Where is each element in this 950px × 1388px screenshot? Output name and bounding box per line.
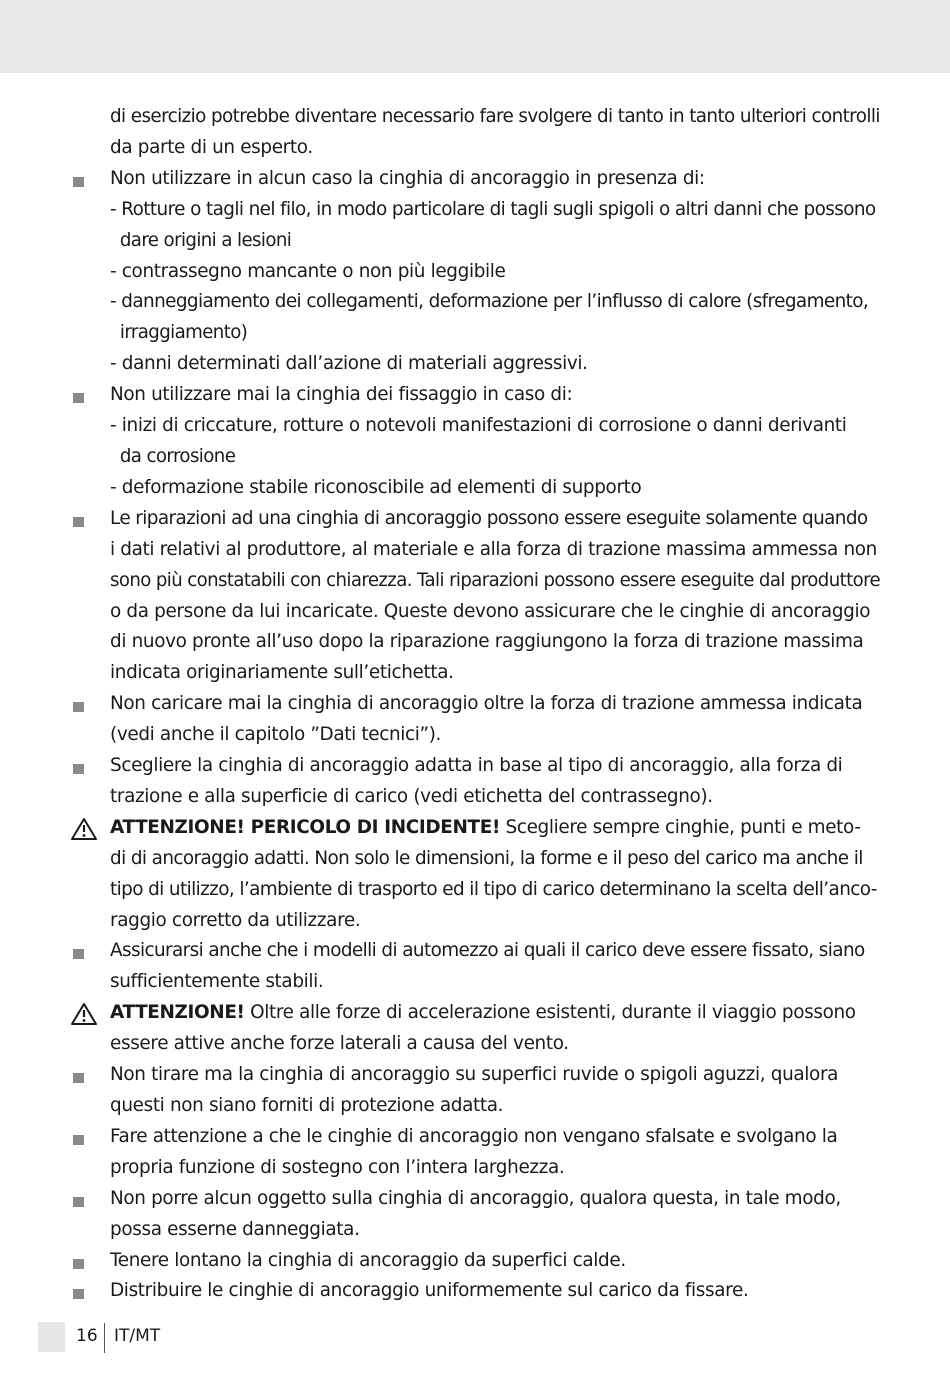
- text-line: [110, 318, 870, 349]
- text-line: [110, 1091, 880, 1122]
- text-line: [110, 1184, 880, 1215]
- text-line: [110, 473, 880, 504]
- text-line: [110, 195, 880, 226]
- bullet-square-icon: [73, 1197, 84, 1207]
- line-text: Non porre alcun oggetto sulla cinghia di ancoraggio, qualora questa, in tale modo,: [110, 1187, 841, 1209]
- line-text: Fare attenzione a che le cinghie di ancoraggio non vengano sfalsate e svolgano la: [110, 1125, 838, 1147]
- text-line: [110, 1060, 880, 1091]
- footer-divider: [104, 1323, 105, 1353]
- text-line: [110, 906, 880, 937]
- line-text: Non tirare ma la cinghia di ancoraggio su superfici ruvide o spigoli aguzzi, qualora: [110, 1064, 839, 1086]
- line-text: - danneggiamento dei collegamenti, deformazione per l’influsso di calore (sfregamento,: [110, 291, 869, 313]
- text-line: [110, 844, 880, 875]
- line-text: sono più constatabili con chiarezza. Tali riparazioni possono essere eseguite dal produttore: [110, 569, 881, 591]
- line-text: - Rotture o tagli nel filo, in modo particolare di tagli sugli spigoli o altri danni che possono: [110, 198, 876, 220]
- text-line: [110, 813, 880, 844]
- text-line: [110, 257, 880, 288]
- line-text: da parte di un esperto.: [110, 136, 313, 158]
- line-text: i dati relativi al produttore, al materiale e alla forza di trazione massima ammessa non: [110, 538, 877, 560]
- header-band: [0, 0, 950, 73]
- line-text: - contrassegno mancante o non più leggibile: [110, 260, 506, 282]
- text-line: [110, 998, 880, 1029]
- line-text: raggio corretto da utilizzare.: [110, 909, 361, 931]
- line-text: di di ancoraggio adatti. Non solo le dimensioni, la forme e il peso del carico ma anche il: [110, 847, 863, 869]
- bullet-square-icon: [73, 1073, 84, 1083]
- line-text: - deformazione stabile riconoscibile ad elementi di supporto: [110, 476, 642, 498]
- text-line: [110, 689, 880, 720]
- text-line: [110, 967, 880, 998]
- language-code: IT/MT: [114, 1326, 161, 1346]
- text-line: [110, 504, 880, 535]
- line-text: Le riparazioni ad una cinghia di ancoraggio possono essere eseguite solamente quando: [110, 507, 868, 529]
- line-text: irraggiamento): [119, 322, 248, 344]
- text-line: [110, 380, 880, 411]
- line-text: - inizi di criccature, rotture o notevoli manifestazioni di corrosione o danni derivanti: [110, 415, 847, 437]
- line-text: propria funzione di sostegno con l’intera larghezza.: [110, 1156, 565, 1178]
- line-text: (vedi anche il capitolo ”Dati tecnici”).: [110, 724, 442, 746]
- text-line: [110, 720, 880, 751]
- warning-label: ATTENZIONE!: [110, 1002, 245, 1024]
- bullet-square-icon: [73, 1259, 84, 1269]
- warning-triangle-icon: [70, 1002, 98, 1026]
- line-text: o da persone da lui incaricate. Queste devono assicurare che le cinghie di ancoraggio: [110, 600, 871, 622]
- line-text: possa esserne danneggiata.: [110, 1218, 360, 1240]
- text-line: [110, 566, 881, 597]
- line-text: Oltre alle forze di accelerazione esistenti, durante il viaggio possono: [244, 1002, 856, 1024]
- document-body: [110, 102, 880, 1307]
- text-line: [110, 349, 880, 380]
- text-line: [110, 133, 880, 164]
- line-text: Tenere lontano la cinghia di ancoraggio da superfici calde.: [110, 1249, 626, 1271]
- line-text: Scegliere sempre cinghie, punti e meto-: [500, 816, 861, 838]
- line-text: da corrosione: [119, 445, 236, 467]
- text-line: [110, 535, 880, 566]
- text-line: [110, 782, 880, 813]
- text-line: [110, 411, 880, 442]
- page-number: 16: [76, 1326, 98, 1346]
- text-line: [110, 875, 880, 906]
- text-line: [110, 1215, 880, 1246]
- bullet-square-icon: [73, 949, 84, 959]
- warning-triangle-icon: [70, 817, 98, 841]
- line-text: Non utilizzare in alcun caso la cinghia di ancoraggio in presenza di:: [110, 167, 705, 189]
- bullet-square-icon: [73, 393, 84, 403]
- text-line: [110, 164, 880, 195]
- text-line: [110, 658, 880, 689]
- text-line: [110, 226, 870, 257]
- bullet-square-icon: [73, 517, 84, 527]
- text-line: [110, 597, 880, 628]
- bullet-square-icon: [73, 702, 84, 712]
- line-text: Non utilizzare mai la cinghia dei fissaggio in caso di:: [110, 384, 573, 406]
- line-text: indicata originariamente sull’etichetta.: [110, 662, 454, 684]
- text-line: [110, 442, 870, 473]
- line-text: essere attive anche forze laterali a causa del vento.: [110, 1033, 569, 1055]
- line-text: trazione e alla superficie di carico (vedi etichetta del contrassegno).: [110, 785, 713, 807]
- footer-marker: [38, 1322, 65, 1352]
- text-line: [110, 1246, 880, 1277]
- bullet-square-icon: [73, 177, 84, 187]
- line-text: tipo di utilizzo, l’ambiente di trasporto ed il tipo di carico determinano la scelta dell’anco-: [110, 878, 877, 900]
- text-line: [110, 1122, 880, 1153]
- warning-label: ATTENZIONE! PERICOLO DI INCIDENTE!: [110, 816, 500, 838]
- text-line: [110, 627, 880, 658]
- text-line: [110, 102, 878, 133]
- line-text: Distribuire le cinghie di ancoraggio uniformemente sul carico da fissare.: [110, 1280, 749, 1302]
- line-text: sufficientemente stabili.: [110, 971, 324, 993]
- line-text: di nuovo pronte all’uso dopo la riparazione raggiungono la forza di trazione massima: [110, 631, 864, 653]
- text-line: [110, 751, 880, 782]
- line-text: - danni determinati dall’azione di materiali aggressivi.: [110, 353, 588, 375]
- line-text: Assicurarsi anche che i modelli di automezzo ai quali il carico deve essere fissato, siano: [110, 940, 865, 962]
- bullet-square-icon: [73, 1289, 84, 1299]
- bullet-square-icon: [73, 764, 84, 774]
- text-line: [110, 1153, 880, 1184]
- line-text: di esercizio potrebbe diventare necessario fare svolgere di tanto in tanto ulteriori controlli: [110, 106, 880, 127]
- text-line: [110, 1276, 880, 1307]
- bullet-square-icon: [73, 1135, 84, 1145]
- line-text: questi non siano forniti di protezione adatta.: [110, 1095, 504, 1116]
- text-line: [110, 936, 880, 967]
- text-line: [110, 1029, 880, 1060]
- line-text: Scegliere la cinghia di ancoraggio adatta in base al tipo di ancoraggio, alla forza di: [110, 755, 843, 777]
- line-text: dare origini a lesioni: [119, 229, 292, 251]
- text-line: [110, 287, 880, 318]
- line-text: Non caricare mai la cinghia di ancoraggio oltre la forza di trazione ammessa indicata: [110, 693, 863, 715]
